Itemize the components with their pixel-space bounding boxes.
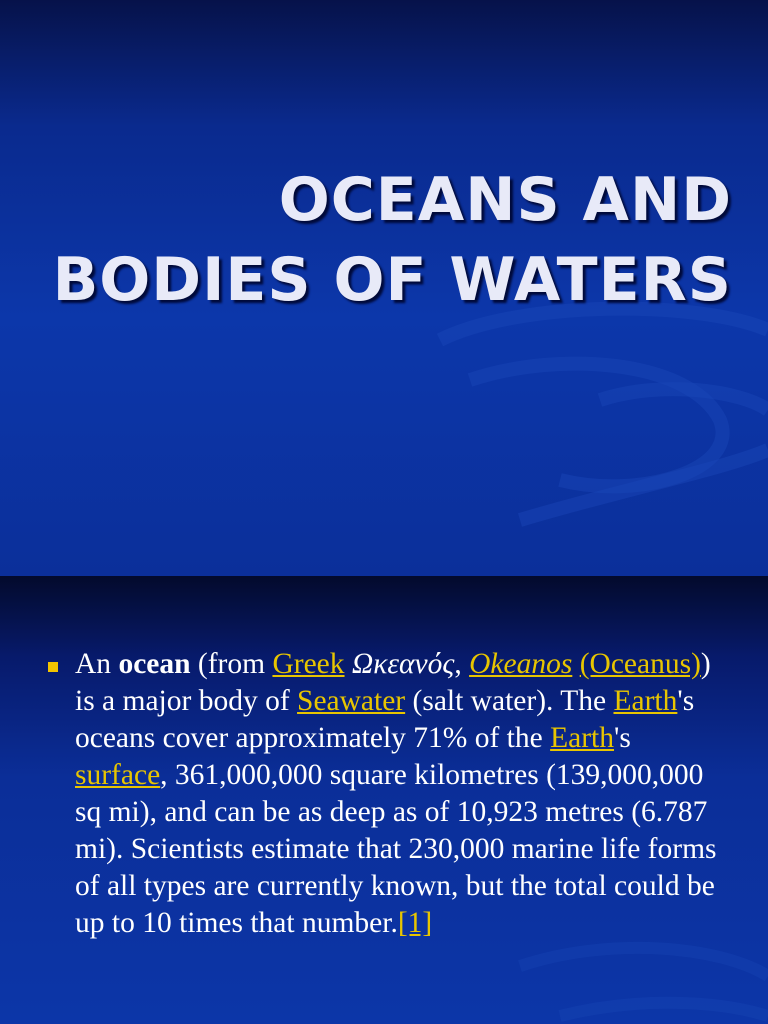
title-line-2: BODIES OF WATERS [52,245,732,315]
square-bullet-icon [48,662,58,672]
link-okeanos[interactable]: Okeanos [469,648,573,680]
link-seawater[interactable]: Seawater [297,685,406,717]
bold-term-ocean: ocean [118,648,191,680]
link-earth[interactable]: Earth [613,685,678,717]
link-earth-2[interactable]: Earth [550,722,614,754]
title-line-1: OCEANS AND [278,165,732,235]
link-greek[interactable]: Greek [272,648,345,680]
text-segment: (from [190,648,273,680]
text-segment: , 361,000,000 square kilometres (139,000,000 sq mi), and can be as deep as of 10,923 metres (6.787 mi). Scientists estimate that 230,000 marine life forms of all types are currently known, but the total could be up to 10 times that number. [75,759,717,939]
bullet-item [48,646,728,942]
text-segment [572,648,579,680]
greek-word: Ωκεανός [351,648,455,680]
text-segment: ) is a major body of [75,648,711,717]
text-segment [345,648,352,680]
slide-title [32,160,732,320]
link-reference-1[interactable]: [1] [397,907,433,939]
text-segment: 's oceans cover approximately 71% of the [75,685,695,754]
text-segment: An [75,648,119,680]
link-oceanus[interactable]: (Oceanus) [579,648,701,680]
bullet-paragraph [75,646,728,942]
text-segment: (salt water). The [405,685,614,717]
text-segment: 's [614,722,631,754]
text-segment: , [454,648,470,680]
content-slide [0,576,768,1024]
link-surface[interactable]: surface [75,759,161,791]
